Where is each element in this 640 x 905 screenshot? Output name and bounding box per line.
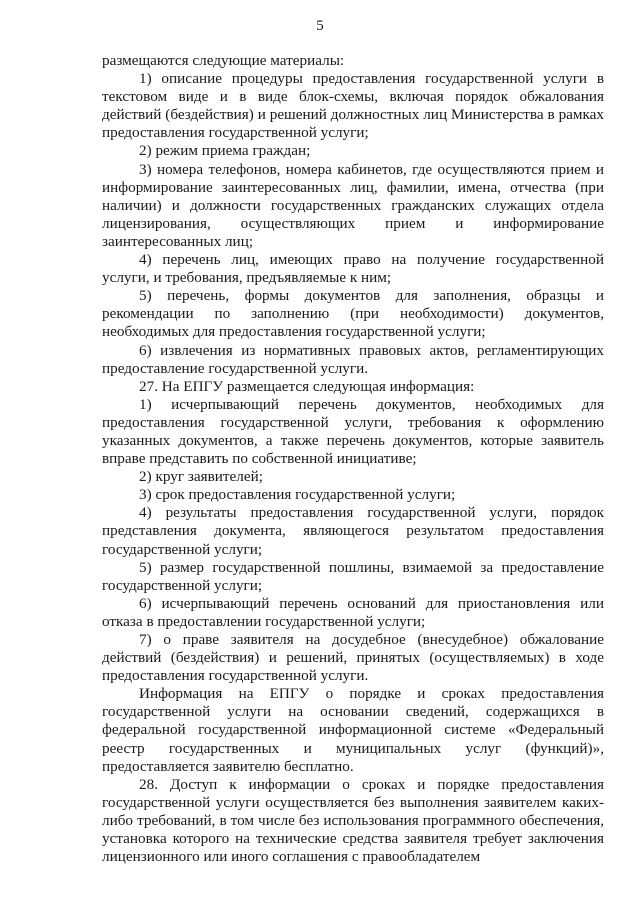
paragraph-item: 5) перечень, формы документов для заполнения, образцы и рекомендации по заполнению (при необходимости) документов, необходимых для предоставления государственной услуги; bbox=[102, 287, 604, 341]
paragraph-item: 2) режим приема граждан; bbox=[139, 142, 311, 160]
paragraph-item: 6) исчерпывающий перечень оснований для приостановления или отказа в предоставлении государственной услуги; bbox=[102, 594, 604, 630]
paragraph-intro: размещаются следующие материалы: bbox=[102, 52, 345, 69]
paragraph-section-27: 27. На ЕПГУ размещается следующая информация: bbox=[139, 377, 475, 395]
paragraph-information: Информация на ЕПГУ о порядке и сроках предоставления государственной услуги на основании сведений, содержащихся в федеральной государственной информационной системе «Федеральный реестр государственных и муниципальных услуг (функций)», предоставляется заявителю бесплатно. bbox=[102, 685, 604, 775]
paragraph-item: 7) о праве заявителя на досудебное (внесудебное) обжалование действий (бездействия) и решений, принятых (осуществляемых) в ходе предоставления государственной услуги. bbox=[102, 631, 604, 685]
paragraph-item: 4) перечень лиц, имеющих право на получение государственной услуги, и требования, предъявляемые к ним; bbox=[102, 251, 604, 287]
paragraph-section-28: 28. Доступ к информации о сроках и порядке предоставления государственной услуги осуществляется без выполнения заявителем каких-либо требований, в том числе без использования программного обеспечения, установка которого на технические средства заявителя требует заключения лицензионного или иного соглашения с правообладателем bbox=[102, 775, 604, 866]
paragraph-item: 1) исчерпывающий перечень документов, необходимых для предоставления государственной услуги, требования к оформлению указанных документов, а также перечень документов, которые заявитель вправе представить по собственной инициативе; bbox=[102, 395, 604, 468]
paragraph-item: 2) круг заявителей; bbox=[139, 468, 263, 486]
paragraph-item: 3) срок предоставления государственной услуги; bbox=[139, 486, 456, 504]
page-number: 5 bbox=[316, 18, 324, 34]
paragraph-item: 5) размер государственной пошлины, взимаемой за предоставление государственной услуги; bbox=[102, 558, 604, 594]
paragraph-item: 1) описание процедуры предоставления государственной услуги в текстовом виде и в виде блок-схемы, включая порядок обжалования действий (бездействия) и решений должностных лиц Министерства в рамках предоставления государственной услуги; bbox=[102, 70, 604, 142]
paragraph-item: 3) номера телефонов, номера кабинетов, где осуществляются прием и информирование заинтересованных лиц, фамилии, имена, отчества (при наличии) и должности государственных гражданских служащих отдела лицензирования, осуществляющих прием и информирование заинтересованных лиц; bbox=[102, 160, 604, 250]
paragraph-item: 4) результаты предоставления государственной услуги, порядок представления документа, являющегося результатом предоставления государственной услуги; bbox=[102, 504, 604, 558]
document-body bbox=[102, 52, 604, 866]
paragraph-item: 6) извлечения из нормативных правовых актов, регламентирующих предоставление государственной услуги. bbox=[102, 341, 604, 377]
